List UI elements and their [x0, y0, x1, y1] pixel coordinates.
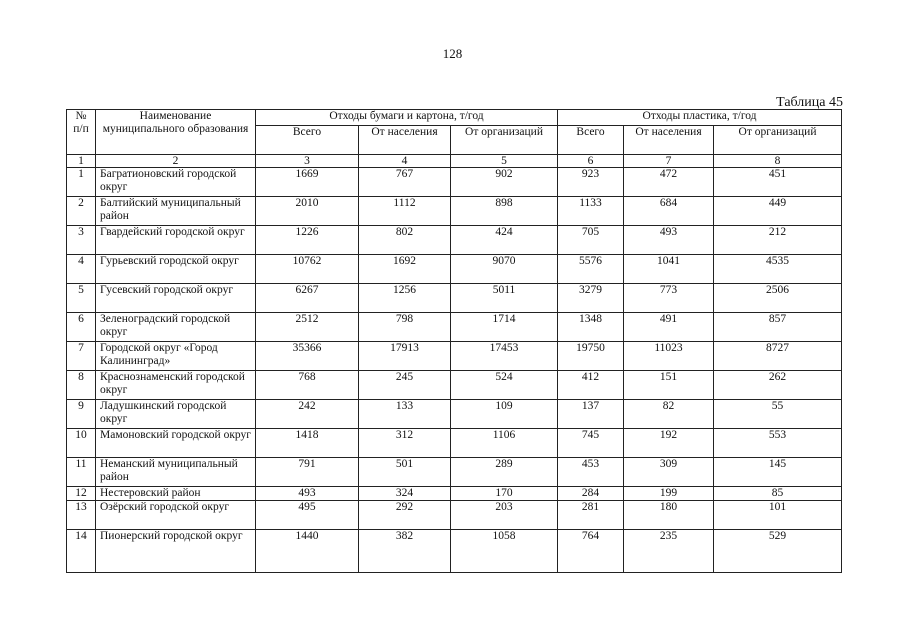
header-paper-total: Всего: [256, 126, 359, 155]
paper-total: 35366: [256, 342, 359, 371]
table-row: [67, 400, 842, 429]
paper-population: 1692: [359, 255, 451, 284]
paper-total: 242: [256, 400, 359, 429]
plastic-organizations: 145: [714, 458, 842, 487]
column-index: 3: [256, 155, 359, 168]
paper-organizations: 289: [451, 458, 558, 487]
plastic-organizations: 4535: [714, 255, 842, 284]
paper-organizations: 1058: [451, 530, 558, 573]
municipality-name: Ладушкинский городской округ: [96, 400, 256, 429]
row-number: 4: [67, 255, 96, 284]
municipality-name: Багратионовский городской округ: [96, 168, 256, 197]
column-index: 6: [558, 155, 624, 168]
paper-total: 768: [256, 371, 359, 400]
municipality-name: Мамоновский городской округ: [96, 429, 256, 458]
table-row: [67, 487, 842, 501]
column-index-row: [67, 155, 842, 168]
column-index: 1: [67, 155, 96, 168]
paper-total: 1418: [256, 429, 359, 458]
municipality-name: Гусевский городской округ: [96, 284, 256, 313]
column-index: 4: [359, 155, 451, 168]
plastic-population: 82: [624, 400, 714, 429]
header-paper-group: Отходы бумаги и картона, т/год: [256, 110, 558, 126]
plastic-population: 151: [624, 371, 714, 400]
paper-organizations: 170: [451, 487, 558, 501]
paper-organizations: 898: [451, 197, 558, 226]
plastic-population: 472: [624, 168, 714, 197]
paper-population: 382: [359, 530, 451, 573]
paper-organizations: 1714: [451, 313, 558, 342]
paper-population: 767: [359, 168, 451, 197]
plastic-organizations: 857: [714, 313, 842, 342]
plastic-total: 705: [558, 226, 624, 255]
paper-population: 802: [359, 226, 451, 255]
row-number: 5: [67, 284, 96, 313]
table-row: [67, 458, 842, 487]
plastic-total: 412: [558, 371, 624, 400]
plastic-total: 1348: [558, 313, 624, 342]
paper-population: 1112: [359, 197, 451, 226]
row-number: 13: [67, 501, 96, 530]
municipality-name: Нестеровский район: [96, 487, 256, 501]
paper-organizations: 203: [451, 501, 558, 530]
paper-organizations: 1106: [451, 429, 558, 458]
paper-total: 10762: [256, 255, 359, 284]
plastic-population: 235: [624, 530, 714, 573]
paper-population: 312: [359, 429, 451, 458]
plastic-population: 1041: [624, 255, 714, 284]
table-row: [67, 342, 842, 371]
row-number: 6: [67, 313, 96, 342]
header-plastic-organizations: От организаций: [714, 126, 842, 155]
plastic-population: 199: [624, 487, 714, 501]
row-number: 3: [67, 226, 96, 255]
plastic-total: 764: [558, 530, 624, 573]
paper-population: 501: [359, 458, 451, 487]
row-number: 9: [67, 400, 96, 429]
paper-population: 17913: [359, 342, 451, 371]
row-number: 2: [67, 197, 96, 226]
table-row: [67, 429, 842, 458]
column-index: 2: [96, 155, 256, 168]
plastic-organizations: 262: [714, 371, 842, 400]
header-name: Наименование муниципального образования: [96, 110, 256, 155]
paper-organizations: 5011: [451, 284, 558, 313]
paper-total: 1669: [256, 168, 359, 197]
header-paper-population: От населения: [359, 126, 451, 155]
paper-organizations: 9070: [451, 255, 558, 284]
header-num: № п/п: [67, 110, 96, 155]
table-row: [67, 168, 842, 197]
paper-population: 1256: [359, 284, 451, 313]
plastic-population: 684: [624, 197, 714, 226]
plastic-organizations: 2506: [714, 284, 842, 313]
table-row: [67, 313, 842, 342]
municipality-name: Краснознаменский городской округ: [96, 371, 256, 400]
table-row: [67, 284, 842, 313]
plastic-organizations: 85: [714, 487, 842, 501]
paper-total: 493: [256, 487, 359, 501]
header-plastic-population: От населения: [624, 126, 714, 155]
table-row: [67, 226, 842, 255]
paper-total: 495: [256, 501, 359, 530]
paper-population: 245: [359, 371, 451, 400]
paper-total: 2010: [256, 197, 359, 226]
municipality-name: Неманский муниципальный район: [96, 458, 256, 487]
table-caption: Таблица 45: [776, 95, 843, 110]
plastic-population: 309: [624, 458, 714, 487]
plastic-organizations: 449: [714, 197, 842, 226]
plastic-total: 3279: [558, 284, 624, 313]
table-row: [67, 530, 842, 573]
plastic-total: 19750: [558, 342, 624, 371]
paper-total: 1226: [256, 226, 359, 255]
paper-total: 6267: [256, 284, 359, 313]
municipality-name: Зеленоградский городской округ: [96, 313, 256, 342]
paper-organizations: 109: [451, 400, 558, 429]
plastic-organizations: 101: [714, 501, 842, 530]
plastic-population: 493: [624, 226, 714, 255]
municipality-name: Балтийский муниципальный район: [96, 197, 256, 226]
paper-organizations: 17453: [451, 342, 558, 371]
row-number: 12: [67, 487, 96, 501]
row-number: 1: [67, 168, 96, 197]
paper-population: 292: [359, 501, 451, 530]
paper-total: 1440: [256, 530, 359, 573]
header-paper-organizations: От организаций: [451, 126, 558, 155]
plastic-total: 137: [558, 400, 624, 429]
plastic-organizations: 212: [714, 226, 842, 255]
waste-table: [66, 109, 842, 573]
header-plastic-total: Всего: [558, 126, 624, 155]
row-number: 14: [67, 530, 96, 573]
plastic-organizations: 8727: [714, 342, 842, 371]
column-index: 5: [451, 155, 558, 168]
header-plastic-group: Отходы пластика, т/год: [558, 110, 842, 126]
paper-organizations: 524: [451, 371, 558, 400]
table-row: [67, 501, 842, 530]
column-index: 8: [714, 155, 842, 168]
plastic-population: 773: [624, 284, 714, 313]
municipality-name: Гурьевский городской округ: [96, 255, 256, 284]
plastic-total: 923: [558, 168, 624, 197]
paper-population: 133: [359, 400, 451, 429]
plastic-total: 453: [558, 458, 624, 487]
paper-population: 798: [359, 313, 451, 342]
plastic-total: 284: [558, 487, 624, 501]
municipality-name: Озёрский городской округ: [96, 501, 256, 530]
plastic-organizations: 529: [714, 530, 842, 573]
row-number: 10: [67, 429, 96, 458]
municipality-name: Городской округ «Город Калининград»: [96, 342, 256, 371]
plastic-total: 745: [558, 429, 624, 458]
plastic-population: 491: [624, 313, 714, 342]
plastic-total: 5576: [558, 255, 624, 284]
plastic-organizations: 55: [714, 400, 842, 429]
paper-organizations: 902: [451, 168, 558, 197]
plastic-total: 1133: [558, 197, 624, 226]
table-row: [67, 197, 842, 226]
row-number: 7: [67, 342, 96, 371]
municipality-name: Гвардейский городской округ: [96, 226, 256, 255]
row-number: 8: [67, 371, 96, 400]
paper-total: 791: [256, 458, 359, 487]
paper-population: 324: [359, 487, 451, 501]
row-number: 11: [67, 458, 96, 487]
plastic-population: 180: [624, 501, 714, 530]
paper-organizations: 424: [451, 226, 558, 255]
plastic-organizations: 553: [714, 429, 842, 458]
plastic-population: 11023: [624, 342, 714, 371]
paper-total: 2512: [256, 313, 359, 342]
table-row: [67, 371, 842, 400]
table-row: [67, 255, 842, 284]
plastic-population: 192: [624, 429, 714, 458]
plastic-organizations: 451: [714, 168, 842, 197]
column-index: 7: [624, 155, 714, 168]
municipality-name: Пионерский городской округ: [96, 530, 256, 573]
page-number: 128: [442, 46, 463, 61]
plastic-total: 281: [558, 501, 624, 530]
